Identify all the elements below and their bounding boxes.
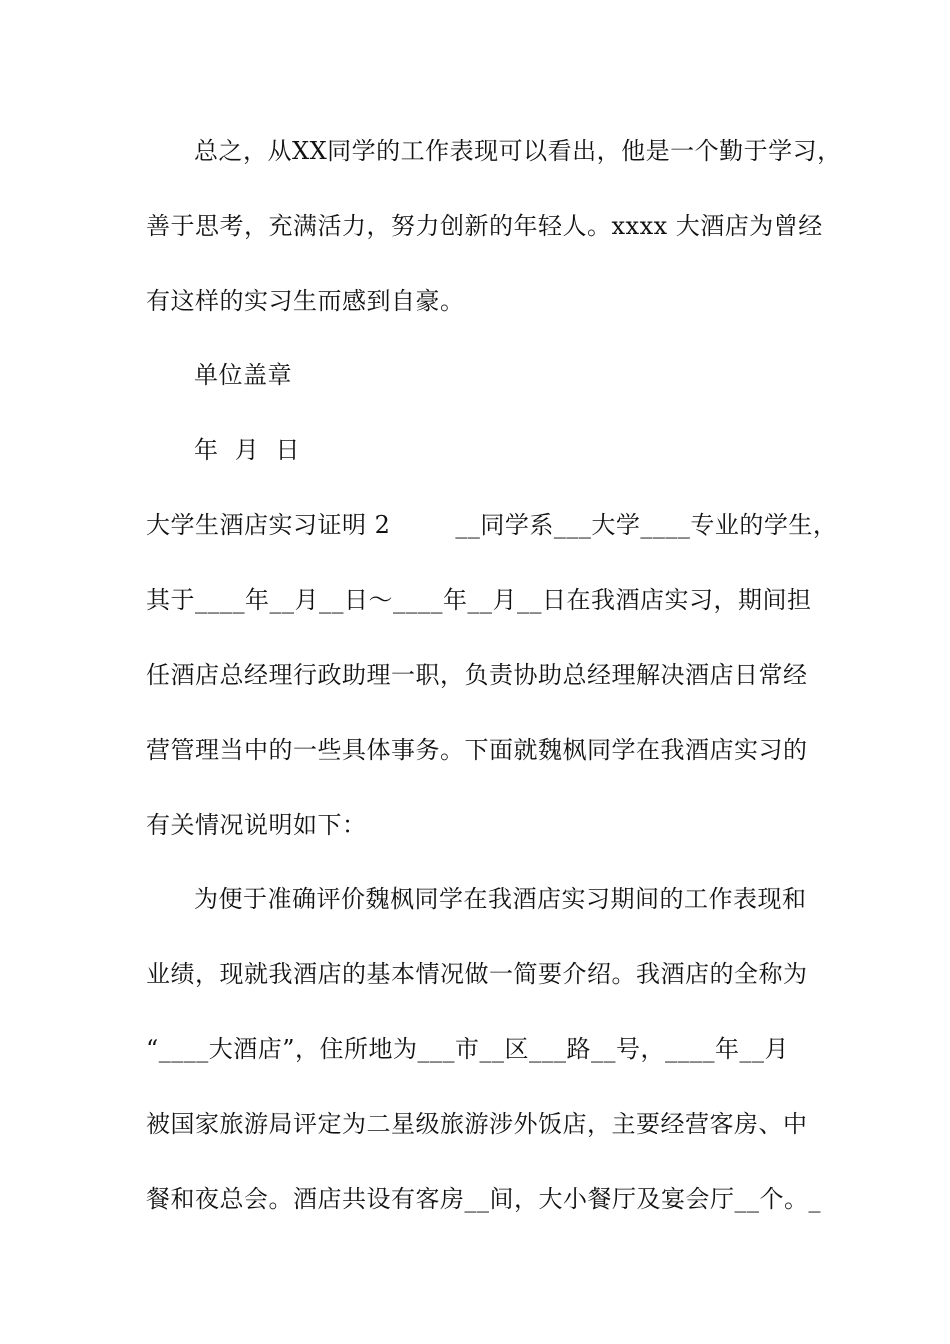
date-line: 年 月 日 [194, 436, 301, 464]
seal-label: 单位盖章 [194, 361, 292, 389]
paragraph-line: 有这样的实习生而感到自豪。 [146, 287, 465, 315]
paragraph-line: 有关情况说明如下： [146, 811, 367, 839]
paragraph-line: “____大酒店”，住所地为___市__区___路__号，____年__月 [146, 1035, 790, 1063]
paragraph-line: 营管理当中的一些具体事务。下面就魏枫同学在我酒店实习的 [146, 736, 808, 764]
paragraph-line: 任酒店总经理行政助理一职，负责协助总经理解决酒店日常经 [146, 661, 808, 689]
section-heading-line: 大学生酒店实习证明 2 __同学系___大学____专业的学生， [146, 511, 838, 539]
paragraph-line: 总之，从XX同学的工作表现可以看出，他是一个勤于学习， [194, 137, 842, 165]
paragraph-line: 善于思考，充满活力，努力创新的年轻人。xxxx 大酒店为曾经 [146, 212, 823, 240]
paragraph-line: 餐和夜总会。酒店共设有客房__间，大小餐厅及宴会厅__个。_ [146, 1185, 821, 1213]
paragraph-line: 其于____年__月__日～____年__月__日在我酒店实习，期间担 [146, 586, 812, 614]
paragraph-line: 为便于准确评价魏枫同学在我酒店实习期间的工作表现和 [194, 885, 807, 913]
paragraph-line: 业绩，现就我酒店的基本情况做一简要介绍。我酒店的全称为 [146, 960, 808, 988]
paragraph-line: 被国家旅游局评定为二星级旅游涉外饭店，主要经营客房、中 [146, 1110, 808, 1138]
